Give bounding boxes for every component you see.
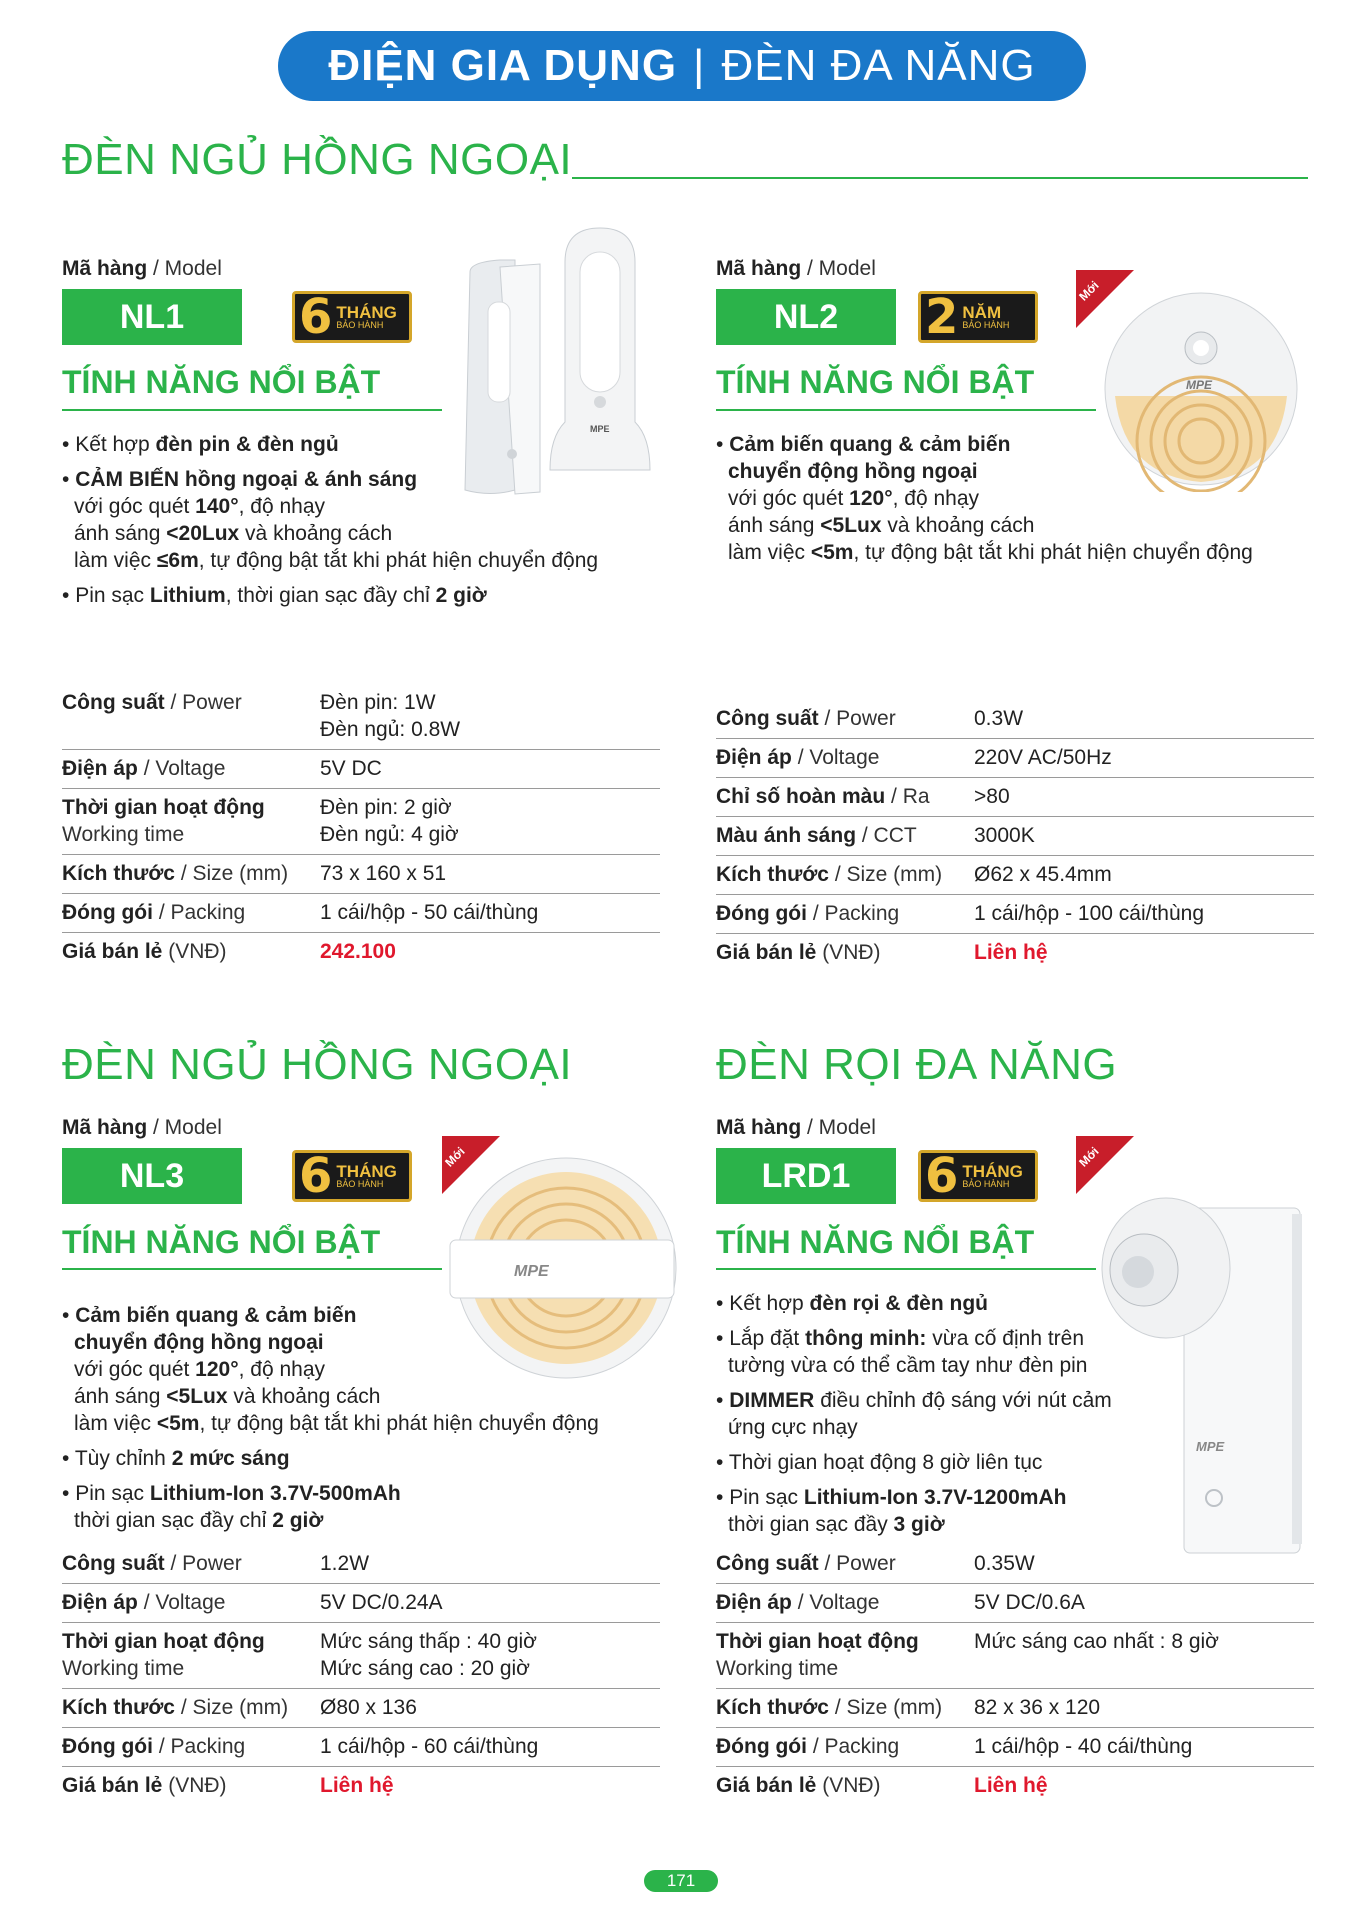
feature-item: • Cảm biến quang & cảm biến chuyển động hồng ngoại với góc quét 120°, độ nhạy ánh sáng <5Lux và khoảng cách làm việc <5m, tự động bật tắt khi phát hiện chuyển động <box>716 431 1336 566</box>
spec-row-voltage: Điện áp / Voltage 5V DC/0.24A <box>62 1584 660 1623</box>
warranty-badge: 6 THÁNG BẢO HÀNH <box>292 291 412 343</box>
new-badge: Mới <box>1076 1136 1134 1194</box>
brand-mark: MPE <box>590 424 610 434</box>
model-label: Mã hàng / Model <box>716 1116 876 1139</box>
model-label: Mã hàng / Model <box>716 257 876 280</box>
spec-table <box>716 700 1314 972</box>
spec-row-packing: Đóng gói / Packing 1 cái/hộp - 100 cái/thùng <box>716 895 1314 934</box>
model-label: Mã hàng / Model <box>62 1116 222 1139</box>
spec-table <box>62 1545 660 1805</box>
new-badge: Mới <box>442 1136 500 1194</box>
section-title-3: ĐÈN RỌI ĐA NĂNG <box>716 1040 1118 1089</box>
spec-row-size: Kích thước / Size (mm) 82 x 36 x 120 <box>716 1689 1314 1728</box>
category-separator: | <box>693 41 706 90</box>
warranty-badge: 6 THÁNG BẢO HÀNH <box>918 1150 1038 1202</box>
features-list <box>716 1290 1136 1546</box>
feature-item: • Lắp đặt thông minh: vừa cố định trên tường vừa có thể cầm tay như đèn pin <box>716 1325 1136 1379</box>
feature-item: • Tùy chỉnh 2 mức sáng <box>62 1445 702 1472</box>
spec-row-price: Giá bán lẻ (VNĐ) Liên hệ <box>62 1767 660 1805</box>
feature-item: • Pin sạc Lithium-Ion 3.7V-1200mAh thời gian sạc đầy 3 giờ <box>716 1484 1136 1538</box>
spec-row-voltage: Điện áp / Voltage 5V DC/0.6A <box>716 1584 1314 1623</box>
spec-row-time: Thời gian hoạt động Working time Đèn pin: 2 giờ Đèn ngủ: 4 giờ <box>62 789 660 855</box>
feature-item: • Pin sạc Lithium, thời gian sạc đầy chỉ 2 giờ <box>62 582 682 609</box>
spec-table <box>716 1545 1314 1805</box>
warranty-badge: 6 THÁNG BẢO HÀNH <box>292 1150 412 1202</box>
feature-item: • Pin sạc Lithium-Ion 3.7V-500mAh thời gian sạc đầy chỉ 2 giờ <box>62 1480 702 1534</box>
brand-mark: MPE <box>514 1263 549 1280</box>
spec-row-power: Công suất / Power 1.2W <box>62 1545 660 1584</box>
spec-row-size: Kích thước / Size (mm) Ø80 x 136 <box>62 1689 660 1728</box>
features-list <box>62 1302 702 1542</box>
page-number: 171 <box>644 1870 718 1892</box>
spec-row-packing: Đóng gói / Packing 1 cái/hộp - 40 cái/thùng <box>716 1728 1314 1767</box>
brand-mark: MPE <box>1196 1439 1225 1454</box>
model-label: Mã hàng / Model <box>62 257 222 280</box>
spec-row-price: Giá bán lẻ (VNĐ) Liên hệ <box>716 1767 1314 1805</box>
features-rule <box>716 1268 1096 1270</box>
brand-mark: MPE <box>1186 378 1213 392</box>
spec-row-cct: Màu ánh sáng / CCT 3000K <box>716 817 1314 856</box>
price-value: Liên hệ <box>320 1774 394 1797</box>
spec-row-power: Công suất / Power 0.35W <box>716 1545 1314 1584</box>
spec-row-size: Kích thước / Size (mm) Ø62 x 45.4mm <box>716 856 1314 895</box>
new-badge: Mới <box>1076 270 1134 328</box>
features-title: TÍNH NĂNG NỔI BẬT <box>716 1224 1035 1260</box>
warranty-badge: 2 NĂM BẢO HÀNH <box>918 291 1038 343</box>
features-rule <box>62 1268 442 1270</box>
price-value: 242.100 <box>320 940 396 963</box>
spec-row-voltage: Điện áp / Voltage 5V DC <box>62 750 660 789</box>
feature-item: • Thời gian hoạt động 8 giờ liên tục <box>716 1449 1136 1476</box>
features-rule <box>716 409 1096 411</box>
feature-item: • Kết hợp đèn pin & đèn ngủ <box>62 431 682 458</box>
section-title-1: ĐÈN NGỦ HỒNG NGOẠI <box>62 135 573 184</box>
spec-row-cri: Chỉ số hoàn màu / Ra >80 <box>716 778 1314 817</box>
spec-row-packing: Đóng gói / Packing 1 cái/hộp - 50 cái/thùng <box>62 894 660 933</box>
feature-item: • Kết hợp đèn rọi & đèn ngủ <box>716 1290 1136 1317</box>
model-code: NL2 <box>716 289 896 345</box>
spec-row-price: Giá bán lẻ (VNĐ) Liên hệ <box>716 934 1314 972</box>
spec-row-size: Kích thước / Size (mm) 73 x 160 x 51 <box>62 855 660 894</box>
feature-item: • CẢM BIẾN hồng ngoại & ánh sáng với góc quét 140°, độ nhạy ánh sáng <20Lux và khoảng cách làm việc ≤6m, tự động bật tắt khi phát hiện chuyển động <box>62 466 682 574</box>
model-code: NL1 <box>62 289 242 345</box>
spec-row-time: Thời gian hoạt động Working time Mức sáng thấp : 40 giờ Mức sáng cao : 20 giờ <box>62 1623 660 1689</box>
features-title: TÍNH NĂNG NỔI BẬT <box>62 364 381 400</box>
spec-row-time: Thời gian hoạt động Working time Mức sáng cao nhất : 8 giờ <box>716 1623 1314 1689</box>
model-code: LRD1 <box>716 1148 896 1204</box>
features-list <box>62 431 682 617</box>
features-list <box>716 431 1336 574</box>
features-title: TÍNH NĂNG NỔI BẬT <box>62 1224 381 1260</box>
price-value: Liên hệ <box>974 1774 1048 1797</box>
spec-row-power: Công suất / Power Đèn pin: 1W Đèn ngủ: 0.8W <box>62 684 660 750</box>
model-code: NL3 <box>62 1148 242 1204</box>
section-title-2: ĐÈN NGỦ HỒNG NGOẠI <box>62 1040 573 1089</box>
spec-row-voltage: Điện áp / Voltage 220V AC/50Hz <box>716 739 1314 778</box>
spec-row-price: Giá bán lẻ (VNĐ) 242.100 <box>62 933 660 971</box>
spec-row-power: Công suất / Power 0.3W <box>716 700 1314 739</box>
features-rule <box>62 409 442 411</box>
spec-row-packing: Đóng gói / Packing 1 cái/hộp - 60 cái/thùng <box>62 1728 660 1767</box>
feature-item: • Cảm biến quang & cảm biến chuyển động hồng ngoại với góc quét 120°, độ nhạy ánh sáng <5Lux và khoảng cách làm việc <5m, tự động bật tắt khi phát hiện chuyển động <box>62 1302 702 1437</box>
price-value: Liên hệ <box>974 941 1048 964</box>
section-rule-1 <box>572 177 1308 179</box>
category-title: ĐIỆN GIA DỤNG <box>328 41 678 90</box>
feature-item: • DIMMER điều chỉnh độ sáng với nút cảm ứng cực nhạy <box>716 1387 1136 1441</box>
features-title: TÍNH NĂNG NỔI BẬT <box>716 364 1035 400</box>
spec-table <box>62 684 660 971</box>
category-banner <box>278 31 1086 101</box>
category-subtitle: ĐÈN ĐA NĂNG <box>721 41 1036 90</box>
